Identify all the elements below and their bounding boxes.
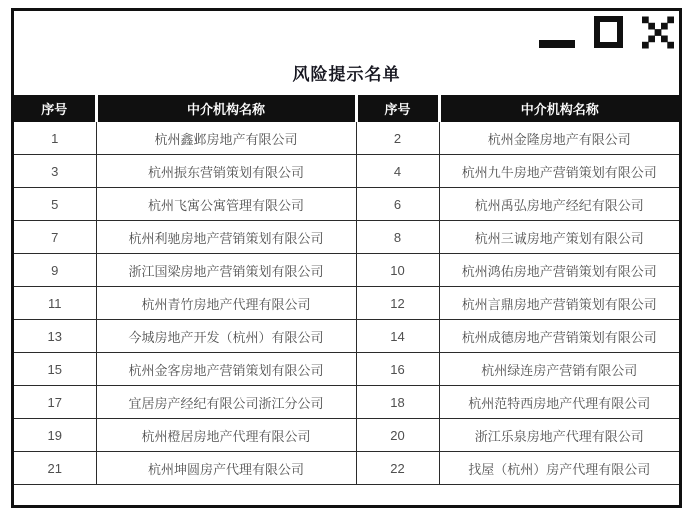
window-controls	[539, 16, 674, 50]
cell-agency-name: 杭州鑫邺房地产有限公司	[96, 122, 356, 155]
window-frame	[11, 8, 682, 508]
header-agency-2: 中介机构名称	[439, 95, 679, 122]
table-row	[14, 419, 679, 452]
page-title: 风险提示名单	[292, 65, 401, 84]
cell-serial: 11	[14, 287, 96, 320]
table-row	[14, 320, 679, 353]
cell-agency-name: 杭州鸿佑房地产营销策划有限公司	[439, 254, 679, 287]
maximize-icon[interactable]	[594, 16, 623, 48]
cell-agency-name: 杭州九牛房地产营销策划有限公司	[439, 155, 679, 188]
cell-serial: 17	[14, 386, 96, 419]
cell-agency-name: 杭州振东营销策划有限公司	[96, 155, 356, 188]
cell-agency-name: 杭州金隆房地产有限公司	[439, 122, 679, 155]
header-agency-1: 中介机构名称	[96, 95, 356, 122]
risk-list-table	[14, 95, 679, 485]
cell-serial: 6	[356, 188, 439, 221]
table-row	[14, 188, 679, 221]
cell-serial: 5	[14, 188, 96, 221]
cell-agency-name: 杭州言鼎房地产营销策划有限公司	[439, 287, 679, 320]
cell-serial: 18	[356, 386, 439, 419]
cell-serial: 2	[356, 122, 439, 155]
minimize-icon[interactable]	[539, 40, 575, 48]
cell-agency-name: 找屋（杭州）房产代理有限公司	[439, 452, 679, 485]
cell-serial: 15	[14, 353, 96, 386]
cell-agency-name: 杭州禹弘房地产经纪有限公司	[439, 188, 679, 221]
cell-serial: 19	[14, 419, 96, 452]
cell-serial: 8	[356, 221, 439, 254]
table-header-row	[14, 95, 679, 122]
cell-serial: 22	[356, 452, 439, 485]
cell-serial: 9	[14, 254, 96, 287]
cell-agency-name: 宜居房产经纪有限公司浙江分公司	[96, 386, 356, 419]
cell-agency-name: 杭州飞寓公寓管理有限公司	[96, 188, 356, 221]
cell-agency-name: 浙江国梁房地产营销策划有限公司	[96, 254, 356, 287]
cell-agency-name: 杭州坤圆房产代理有限公司	[96, 452, 356, 485]
header-serial-2: 序号	[356, 95, 439, 122]
cell-serial: 4	[356, 155, 439, 188]
cell-agency-name: 杭州绿连房产营销有限公司	[439, 353, 679, 386]
cell-agency-name: 杭州青竹房地产代理有限公司	[96, 287, 356, 320]
header-serial-1: 序号	[14, 95, 96, 122]
cell-agency-name: 今城房地产开发（杭州）有限公司	[96, 320, 356, 353]
cell-serial: 7	[14, 221, 96, 254]
table-row	[14, 254, 679, 287]
cell-serial: 13	[14, 320, 96, 353]
cell-agency-name: 杭州三诚房地产策划有限公司	[439, 221, 679, 254]
cell-agency-name: 杭州利驰房地产营销策划有限公司	[96, 221, 356, 254]
cell-serial: 20	[356, 419, 439, 452]
table-row	[14, 122, 679, 155]
cell-serial: 14	[356, 320, 439, 353]
table-row	[14, 221, 679, 254]
close-icon[interactable]	[642, 16, 674, 49]
cell-serial: 12	[356, 287, 439, 320]
cell-serial: 16	[356, 353, 439, 386]
cell-agency-name: 杭州金客房地产营销策划有限公司	[96, 353, 356, 386]
cell-agency-name: 浙江乐泉房地产代理有限公司	[439, 419, 679, 452]
table-row	[14, 386, 679, 419]
table-row	[14, 452, 679, 485]
cell-serial: 1	[14, 122, 96, 155]
cell-serial: 3	[14, 155, 96, 188]
cell-agency-name: 杭州范特西房地产代理有限公司	[439, 386, 679, 419]
cell-serial: 10	[356, 254, 439, 287]
table-row	[14, 287, 679, 320]
cell-agency-name: 杭州橙居房地产代理有限公司	[96, 419, 356, 452]
table-row	[14, 353, 679, 386]
table-row	[14, 155, 679, 188]
cell-agency-name: 杭州成德房地产营销策划有限公司	[439, 320, 679, 353]
cell-serial: 21	[14, 452, 96, 485]
